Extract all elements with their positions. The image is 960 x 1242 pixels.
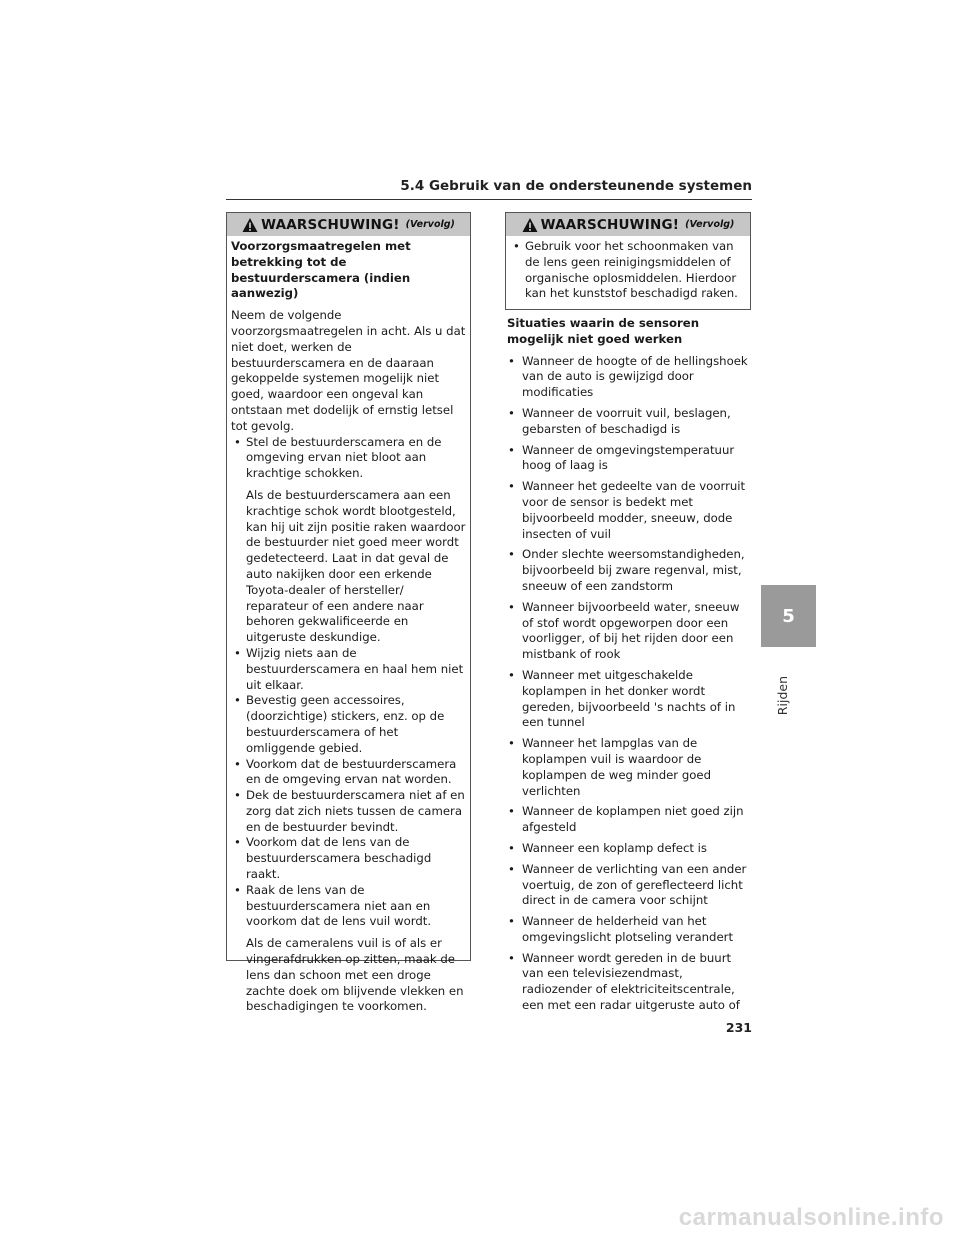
section-header: 5.4 Gebruik van de ondersteunende systemen xyxy=(226,178,752,200)
warning-bullet: • Bevestig geen accessoires, (doorzichtige) stickers, enz. op de bestuurderscamera of het omliggende gebied. xyxy=(231,693,466,756)
list-item: • Wanneer de verlichting van een ander voertuig, de zon of gereflecteerd licht direct in de camera voor schijnt xyxy=(507,862,753,909)
warning-bullet: • Wijzig niets aan de bestuurderscamera en haal hem niet uit elkaar. xyxy=(231,646,466,693)
list-item: • Wanneer het lampglas van de koplampen vuil is waardoor de koplampen de weg minder goed verlichten xyxy=(507,736,753,799)
warning-bullet: • Voorkom dat de bestuurderscamera en de omgeving ervan nat worden. xyxy=(231,757,466,789)
warning-bullet-list xyxy=(231,435,466,482)
list-item: • Wanneer wordt gereden in de buurt van een televisiezendmast, radiozender of elektriciteitscentrale, een met een radar uitgeruste auto of xyxy=(507,951,753,1014)
warning-triangle-icon xyxy=(522,217,538,233)
warning-title: WAARSCHUWING! xyxy=(261,216,400,233)
warning-continued-label: (Vervolg) xyxy=(405,219,455,230)
page-number: 231 xyxy=(725,1020,752,1035)
list-item: • Wanneer de voorruit vuil, beslagen, gebarsten of beschadigd is xyxy=(507,406,753,438)
warning-heading: Voorzorgsmaatregelen met betrekking tot de bestuurderscamera (indien aanwezig) xyxy=(231,239,411,301)
chapter-tab: 5 xyxy=(761,585,816,647)
warning-title-bar xyxy=(227,213,470,236)
warning-bullet-list xyxy=(510,239,746,302)
warning-bullet: • Gebruik voor het schoonmaken van de lens geen reinigingsmiddelen of organische oplosmiddelen. Hierdoor kan het kunststof beschadigd raken. xyxy=(510,239,746,302)
warning-subparagraph: Als de bestuurderscamera aan een krachtige schok wordt blootgesteld, kan hij uit zijn positie raken waardoor de bestuurder niet goed meer wordt gedetecteerd. Laat in dat geval de auto nakijken door een erkende Toyota-dealer of hersteller/ reparateur of een andere naar behoren gekwalificeerde en uitgeruste deskundige. xyxy=(246,487,466,645)
chapter-tab-label: Rijden xyxy=(775,676,790,716)
list-item: • Wanneer de koplampen niet goed zijn afgesteld xyxy=(507,804,753,836)
warning-box-right xyxy=(505,212,751,310)
list-item: • Wanneer met uitgeschakelde koplampen in het donker wordt gereden, bijvoorbeeld 's nachts of in een tunnel xyxy=(507,668,753,731)
list-item: • Wanneer bijvoorbeeld water, sneeuw of stof wordt opgeworpen door een voorligger, of bij het rijden door een mistbank of rook xyxy=(507,600,753,663)
warning-title: WAARSCHUWING! xyxy=(540,216,680,233)
situations-heading: Situaties waarin de sensoren mogelijk niet goed werken xyxy=(507,316,700,346)
list-item: • Wanneer de helderheid van het omgevingslicht plotseling verandert xyxy=(507,914,753,946)
list-item: • Wanneer een koplamp defect is xyxy=(507,841,753,857)
warning-bullet: • Voorkom dat de lens van de bestuurderscamera beschadigd raakt. xyxy=(231,835,466,882)
warning-bullet: • Raak de lens van de bestuurderscamera niet aan en voorkom dat de lens vuil wordt. xyxy=(231,883,466,930)
list-item: • Wanneer de omgevingstemperatuur hoog of laag is xyxy=(507,443,753,475)
situations-list xyxy=(507,354,753,1014)
list-item: • Wanneer de hoogte of de hellingshoek van de auto is gewijzigd door modificaties xyxy=(507,354,753,401)
situations-section xyxy=(507,316,753,1019)
watermark: carmanualsonline.info xyxy=(678,1204,944,1231)
warning-bullet: • Dek de bestuurderscamera niet af en zorg dat zich niets tussen de camera en de bestuurder bevindt. xyxy=(231,788,466,835)
warning-triangle-icon xyxy=(242,217,258,233)
warning-bullet-text: Stel de bestuurderscamera en de omgeving ervan niet bloot aan krachtige schokken. xyxy=(246,434,442,481)
warning-box-left xyxy=(226,212,471,1014)
list-item: • Wanneer het gedeelte van de voorruit voor de sensor is bedekt met bijvoorbeeld modder, sneeuw, dode insecten of vuil xyxy=(507,479,753,542)
warning-bullet-list-mid xyxy=(231,646,466,930)
warning-continued-label: (Vervolg) xyxy=(685,219,735,230)
warning-subparagraph: Als de cameralens vuil is of als er vingerafdrukken op zitten, maak de lens dan schoon met een droge zachte doek om blijvende vlekken en beschadigingen te voorkomen. xyxy=(246,936,464,1014)
list-item: • Onder slechte weersomstandigheden, bijvoorbeeld bij zware regenval, mist, sneeuw of een zandstorm xyxy=(507,547,753,594)
warning-intro: Neem de volgende voorzorgsmaatregelen in acht. Als u dat niet doet, werken de bestuurderscamera en de daaraan gekoppelde systemen mogelijk niet goed, waardoor een ongeval kan ontstaan met dodelijk of ernstig letsel tot gevolg. xyxy=(231,308,466,433)
warning-title-bar xyxy=(506,213,750,236)
warning-bullet xyxy=(231,435,466,482)
